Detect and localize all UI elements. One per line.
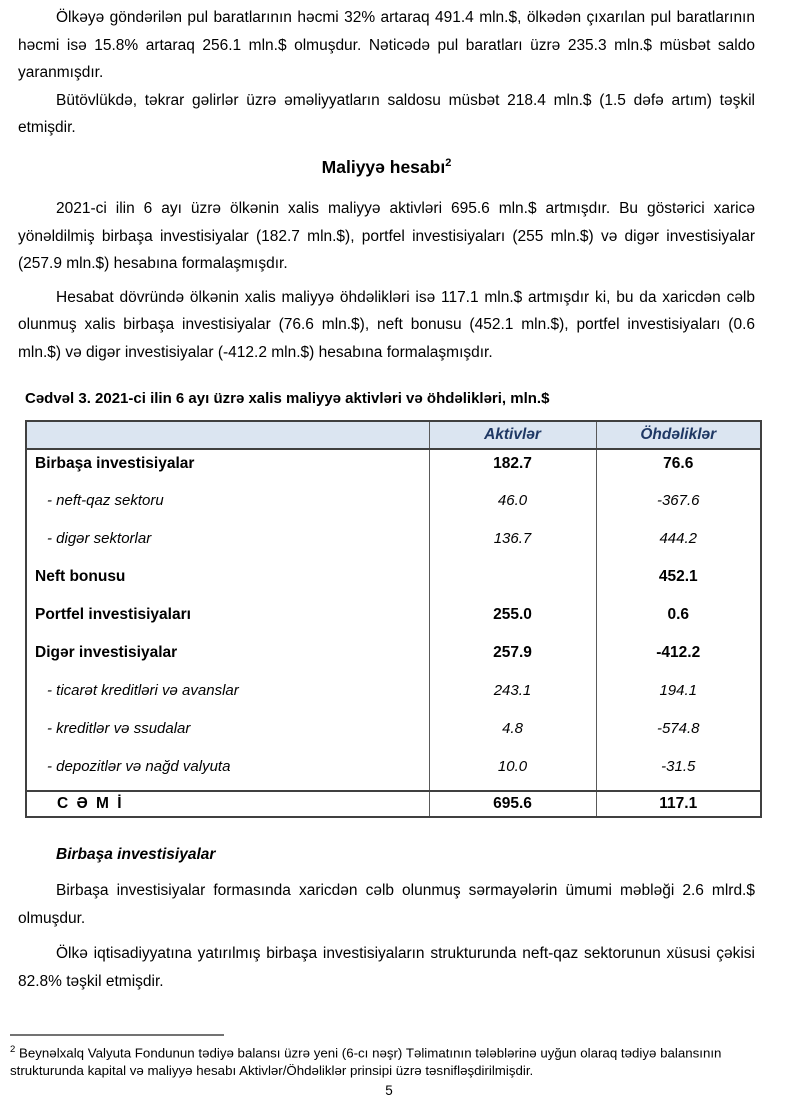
- table-header-aktivler: Aktivlər: [429, 421, 596, 449]
- table-row: [26, 639, 761, 677]
- row-label: Birbaşa investisiyalar: [35, 455, 195, 473]
- table-row: [26, 677, 761, 715]
- aktivler-value: 182.7: [429, 449, 596, 487]
- paragraph-net-liabilities: Hesabat dövründə ölkənin xalis maliyyə öhdəlikləri isə 117.1 mln.$ artmışdır ki, bu da xaricdən cəlb olunmuş xalis birbaşa investisiyalar (76.6 mln.$), neft bonusu (452.1 mln.$), portfel investisiyaları (0.6 mln.$) və digər investisiyalar (-412.2 mln.$) hesabına formalaşmışdır.: [18, 288, 755, 361]
- paragraph-fdi-structure: Ölkə iqtisadiyyatına yatırılmış birbaşa investisiyaların strukturunda neft-qaz sektorunun xüsusi çəkisi 82.8% təşkil etmişdir.: [18, 945, 755, 990]
- table-row: [26, 791, 761, 817]
- table-row: [26, 449, 761, 487]
- ohdelikler-value: 452.1: [596, 563, 761, 601]
- ohdelikler-value: -412.2: [596, 639, 761, 677]
- footnote-separator: [10, 1034, 224, 1036]
- row-label: - ticarət kreditləri və avanslar: [47, 682, 239, 700]
- table-row: [26, 563, 761, 601]
- paragraph-secondary-income: Bütövlükdə, təkrar gəlirlər üzrə əməliyyatların saldosu müsbət 218.4 mln.$ (1.5 dəfə artım) təşkil etmişdir.: [18, 91, 755, 136]
- row-label: - digər sektorlar: [47, 530, 152, 548]
- table-row: [26, 601, 761, 639]
- aktivler-value: 136.7: [429, 525, 596, 563]
- table-row: [26, 715, 761, 753]
- table-header-ohdelikler: Öhdəliklər: [596, 421, 761, 449]
- row-label: Neft bonusu: [35, 568, 126, 586]
- ohdelikler-value: 117.1: [596, 791, 761, 817]
- heading-footnote-ref: 2: [445, 156, 452, 169]
- table-caption: Cədvəl 3. 2021-ci ilin 6 ayı üzrə xalis maliyyə aktivləri və öhdəlikləri, mln.$: [25, 390, 550, 408]
- subsection-heading: Birbaşa investisiyalar: [56, 846, 216, 864]
- table-row: [26, 753, 761, 791]
- table-header-row: [26, 421, 761, 449]
- aktivler-value: [429, 563, 596, 601]
- aktivler-value: 255.0: [429, 601, 596, 639]
- footnote-body: Beynəlxalq Valyuta Fondunun tədiyə balansı üzrə yeni (6-cı nəşr) Təlimatının tələblərinə uyğun olaraq tədiyə balansının strukturunda kapital və maliyyə hesabı Aktivlər/Öhdəliklər prinsipi üzrə təsnifləşdirilmişdir.: [10, 1045, 722, 1078]
- row-label: - kreditlər və ssudalar: [47, 720, 191, 738]
- row-label: Digər investisiyalar: [35, 644, 178, 662]
- aktivler-value: 243.1: [429, 677, 596, 715]
- row-label: Portfel investisiyaları: [35, 606, 191, 624]
- row-label: - depozitlər və nağd valyuta: [47, 758, 231, 776]
- ohdelikler-value: 194.1: [596, 677, 761, 715]
- paragraph-net-assets: 2021-ci ilin 6 ayı üzrə ölkənin xalis maliyyə aktivləri 695.6 mln.$ artmışdır. Bu göstərici xaricə yönəldilmiş birbaşa investisiyalar (182.7 mln.$), portfel investisiyaları (255 mln.$) və digər investisiyalar (257.9 mln.$) hesabına formalaşmışdır.: [18, 200, 755, 273]
- aktivler-value: 695.6: [429, 791, 596, 817]
- financial-table: [25, 420, 762, 818]
- ohdelikler-value: 444.2: [596, 525, 761, 563]
- footnote-marker: 2: [10, 1044, 16, 1055]
- section-heading: [18, 151, 755, 179]
- aktivler-value: 10.0: [429, 753, 596, 791]
- footnote-text: [10, 1041, 768, 1079]
- ohdelikler-value: 0.6: [596, 601, 761, 639]
- aktivler-value: 4.8: [429, 715, 596, 753]
- row-label: - neft-qaz sektoru: [47, 492, 164, 510]
- aktivler-value: 46.0: [429, 487, 596, 525]
- ohdelikler-value: -31.5: [596, 753, 761, 791]
- ohdelikler-value: -367.6: [596, 487, 761, 525]
- paragraph-fdi-total: Birbaşa investisiyalar formasında xaricdən cəlb olunmuş sərmayələrin ümumi məbləği 2.6 mlrd.$ olmuşdur.: [18, 882, 755, 927]
- aktivler-value: 257.9: [429, 639, 596, 677]
- ohdelikler-value: 76.6: [596, 449, 761, 487]
- section-heading-text: Maliyyə hesabı: [321, 156, 446, 177]
- table-row: [26, 525, 761, 563]
- table-row: [26, 487, 761, 525]
- table-header-empty-cell: [26, 421, 429, 449]
- paragraph-remittances: Ölkəyə göndərilən pul baratlarının həcmi 32% artaraq 491.4 mln.$, ölkədən çıxarılan pul baratlarının həcmi isə 15.8% artaraq 256.1 mln.$ olmuşdur. Nəticədə pul baratları üzrə 235.3 mln.$ müsbət saldo yaranmışdır.: [18, 9, 755, 81]
- row-label: C Ə M İ: [26, 791, 429, 817]
- ohdelikler-value: -574.8: [596, 715, 761, 753]
- page-number: 5: [385, 1083, 393, 1099]
- footnote-area: [10, 1034, 768, 1098]
